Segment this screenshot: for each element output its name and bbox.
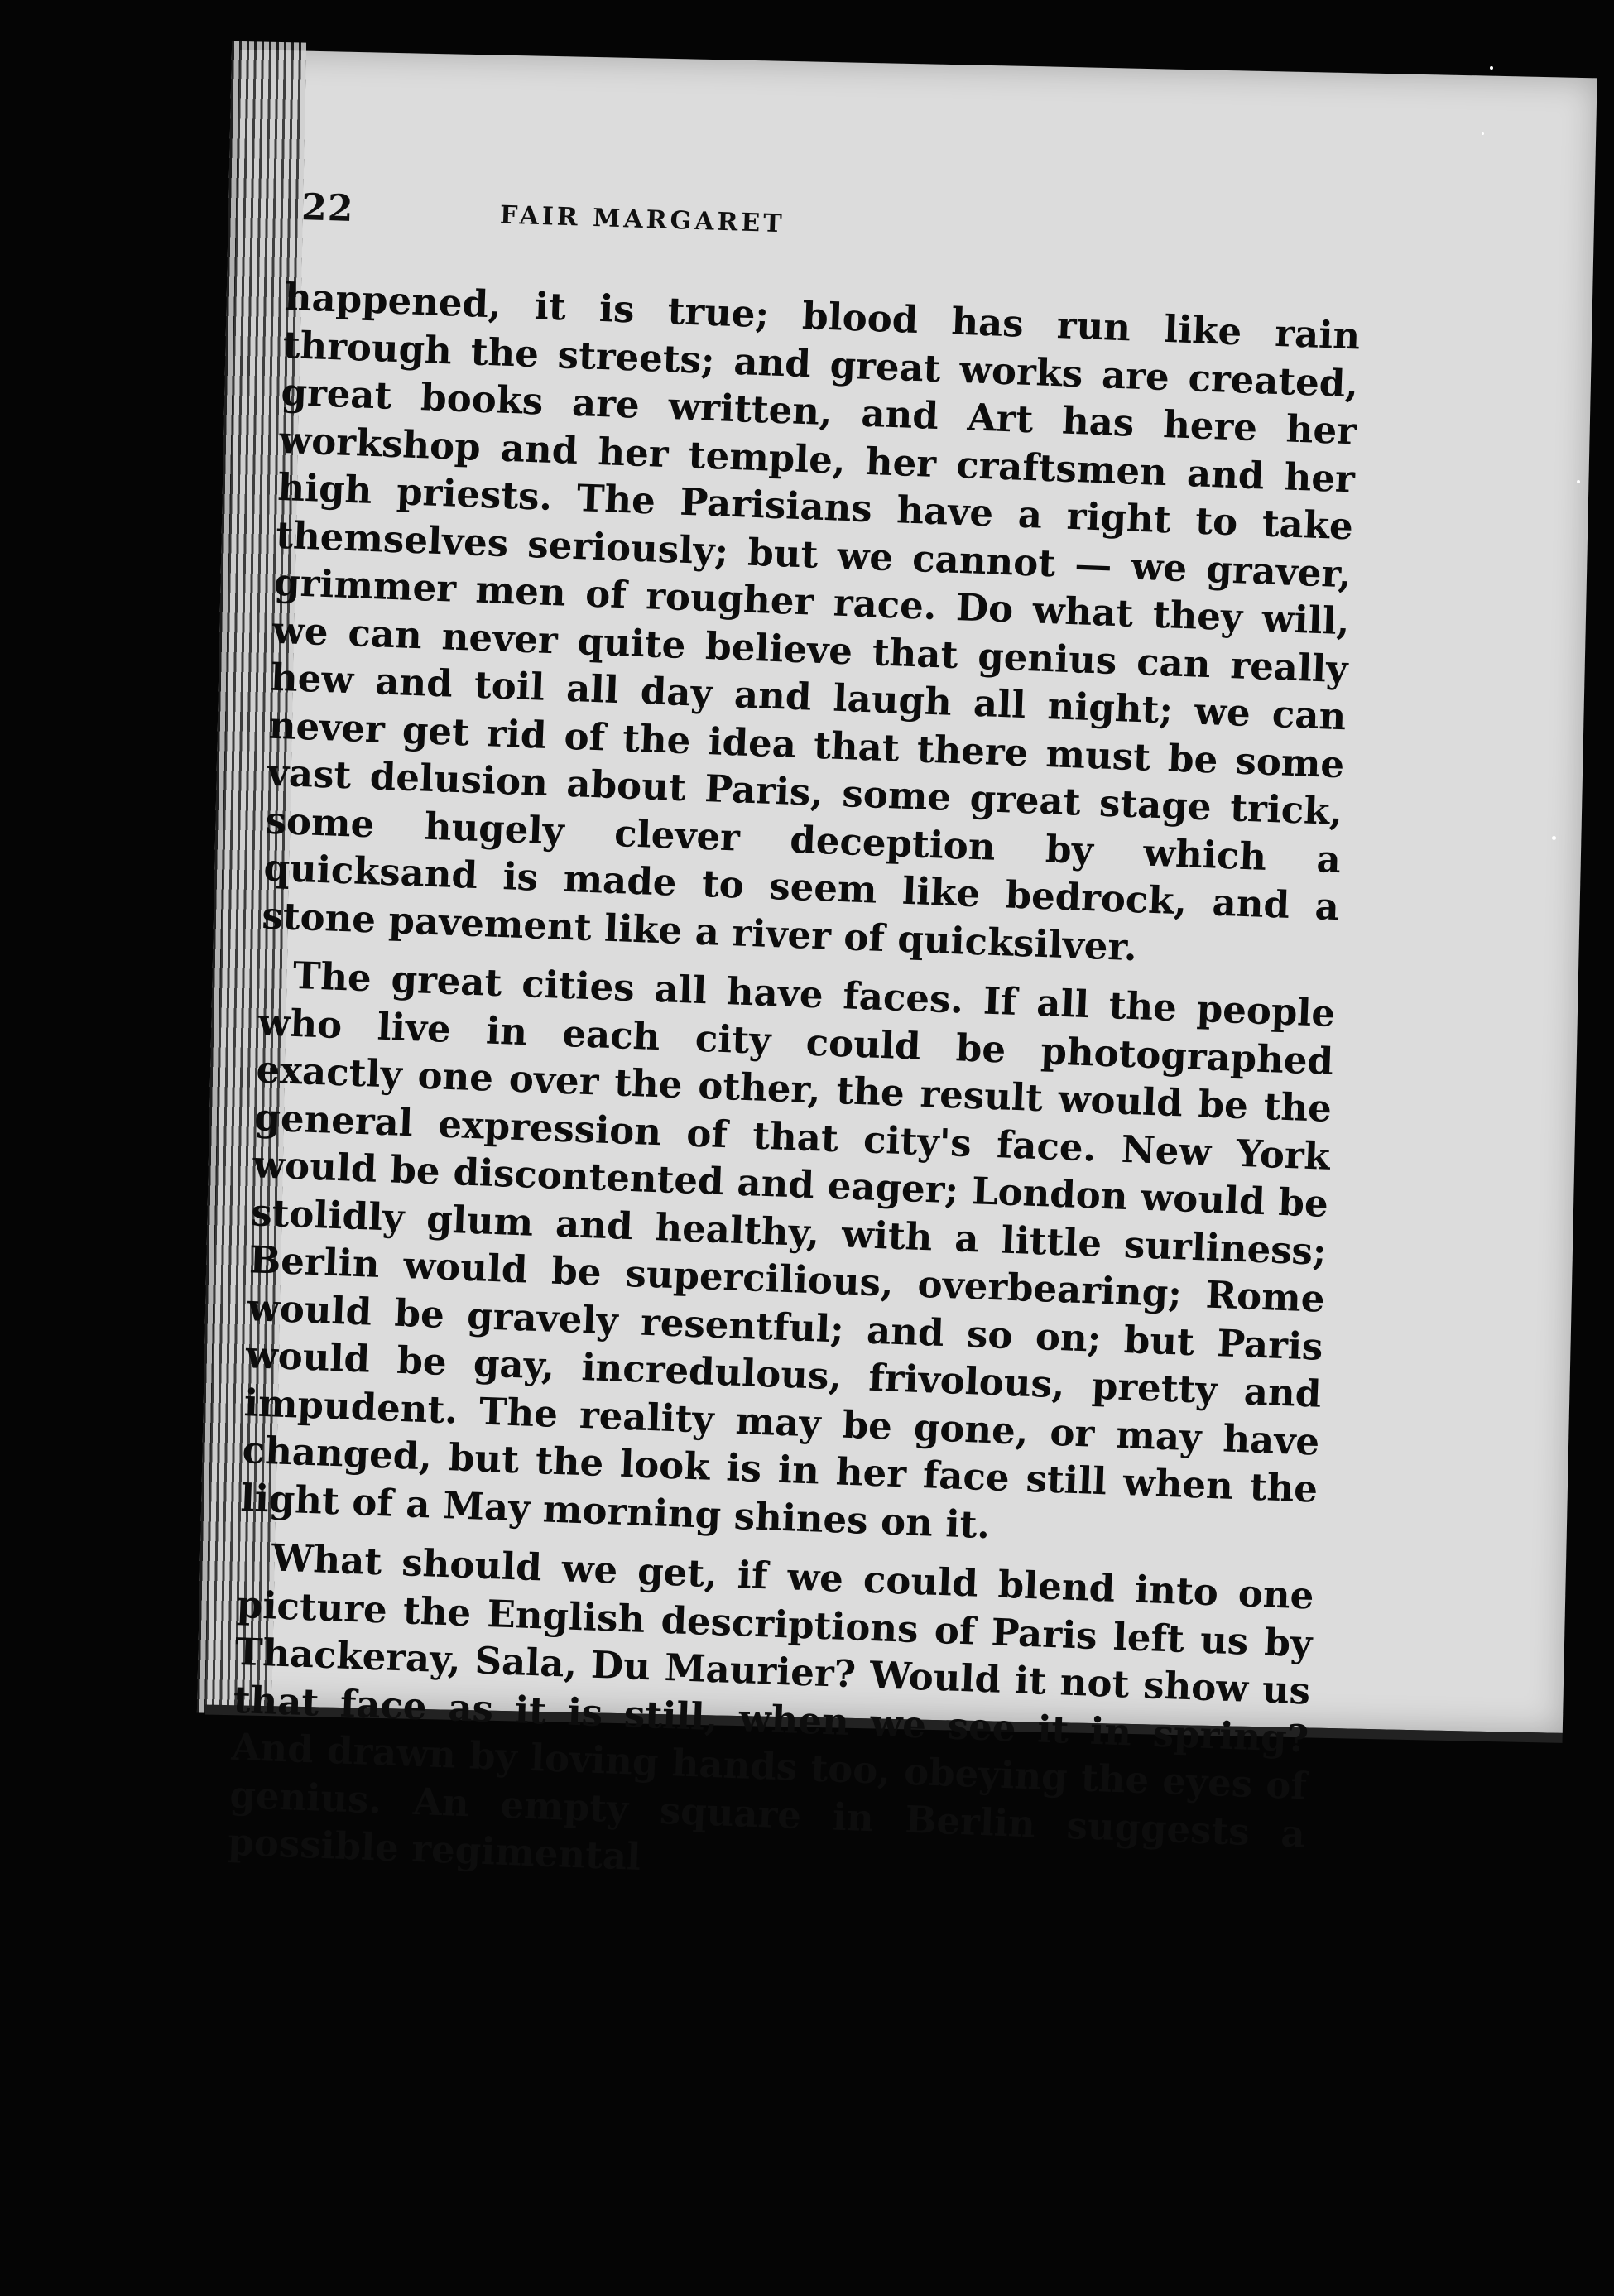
paragraph: What should we get, if we could blend into one picture the English descriptions of Paris left us by Thackeray, Sala, Du Maurier? Would it not show us that face as it is still, when we see it in spring? And drawn by loving hands too, obeying the eyes of genius. An empty square in Berlin suggests a possible regimental — [227, 1535, 1315, 1879]
paragraph: The great cities all have faces. If all the people who live in each city could be photographed exactly one over the other, the result would be the general expression of that city's face. New York would be discontented and eager; London would be stolidly glum and healthy, with a little surliness; Berlin would be supercilious, overbearing; Rome would be gravely resentful; and so on; but Paris would be gay, incredulous, frivolous, pretty and impudent. The reality may be gone, or may have changed, but the look is in her face still when the light of a May morning shines on it. — [239, 953, 1337, 1547]
body-text — [227, 273, 1361, 1917]
book-title: FAIR MARGARET — [499, 200, 786, 239]
page-number: 22 — [300, 186, 355, 230]
paragraph: happened, it is true; blood has run like rain through the streets; and great works are created, great books are written, and Art has here her workshop and her temple, her craftsmen and her high priests. The Parisians have a right to take themselves seriously; but we cannot — we graver, grimmer men of rougher race. Do what they will, we can never quite believe that genius can really hew and toil all day and laugh all night; we can never get rid of the idea that there must be some vast delusion about Paris, some great stage trick, some hugely clever deception by which a quicksand is made to seem like bedrock, and a stone pavement like a river of quicksilver. — [261, 274, 1362, 969]
